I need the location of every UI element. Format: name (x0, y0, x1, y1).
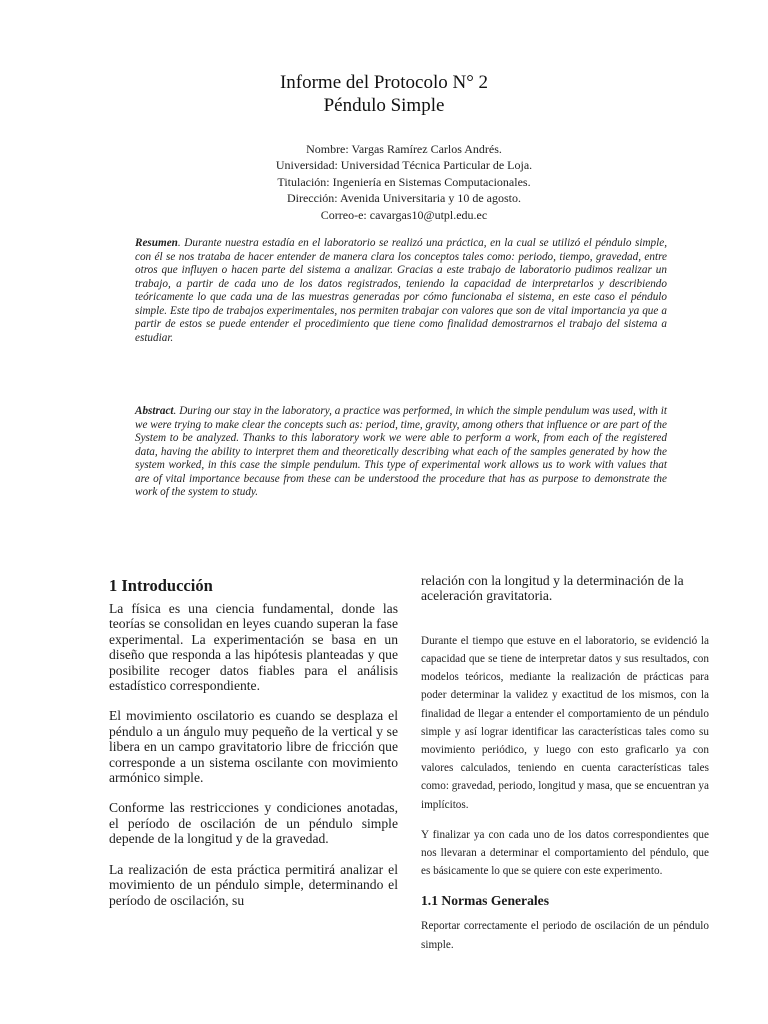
intro-paragraph: Conforme las restricciones y condiciones anotadas, el período de oscilación de un péndulo simple depende de la longitud y de la gravedad. (109, 800, 398, 847)
continuation-paragraph: relación con la longitud y la determinación de la aceleración gravitatoria. (421, 573, 684, 604)
author-university: Universidad: Universidad Técnica Particular de Loja. (275, 158, 533, 173)
subsection-heading-normas: 1.1 Normas Generales (421, 893, 549, 909)
resumen-label: Resumen (135, 237, 178, 249)
right-column (421, 573, 709, 966)
norms-paragraph: Reportar correctamente el periodo de oscilación de un péndulo simple. (421, 920, 709, 951)
author-address: Dirección: Avenida Universitaria y 10 de agosto. (286, 191, 522, 206)
abstract-block (135, 405, 667, 500)
author-email: Correo-e: cavargas10@utpl.edu.ec (320, 207, 488, 222)
intro-paragraph: El movimiento oscilatorio es cuando se desplaza el péndulo a un ángulo muy pequeño de la vertical y se libera en un campo gravitatorio libre de fricción que corresponde a un sistema oscilante con movimiento armónico simple. (109, 708, 398, 786)
section-heading-introduccion: 1 Introducción (109, 576, 213, 595)
author-degree: Titulación: Ingeniería en Sistemas Computacionales. (277, 174, 531, 189)
resumen-text: . Durante nuestra estadía en el laboratorio se realizó una práctica, en la cual se utilizó el péndulo simple, con él se nos trataba de hacer entender de manera clara los conceptos tales como: periodo, tiempo, gravedad, entre otros que influyen o hacen parte del sistema a analizar. Gracias a este trabajo de laboratorio pudimos realizar un trabajo, a partir de cada uno de los datos registrados, teniendo la capacidad de interpretarlos y describiendo teóricamente lo que cada una de las muestras generadas por cómo funcionaba el sistema, en este caso el péndulo simple. Este tipo de trabajos experimentales, nos permiten trabajar con valores que son de vital importancia ya que a partir de estos se puede entender el procedimiento que tiene como finalidad demostrarnos el trabajo del sistema a estudiar. (135, 237, 667, 344)
body-paragraph: Y finalizar ya con cada uno de los datos correspondientes que nos llevaran a determinar el comportamiento del péndulo, que es básicamente lo que se quiere con este experimento. (421, 828, 709, 878)
paper-title: Informe del Protocolo N° 2 (279, 72, 489, 93)
abstract-label: Abstract (135, 405, 174, 417)
author-block (0, 141, 768, 223)
resumen-block (135, 237, 667, 345)
abstract-text: . During our stay in the laboratory, a practice was performed, in which the simple pendulum was used, with it we were trying to make clear the concepts such as: period, time, gravity, among others that influence or are part of the System to be analyzed. Thanks to this laboratory work we were able to perform a work, from each of the registered data, having the ability to interpret them and theoretically describing what each of the samples generated by how the system worked, in this case the simple pendulum. This type of experimental work allows us to work with values that are of vital importance because from these can be understood the procedure that has as purpose to demonstrate the work of the system to study. (135, 405, 667, 499)
author-name: Nombre: Vargas Ramírez Carlos Andrés. (306, 142, 502, 156)
left-column (109, 576, 398, 923)
intro-paragraph: La física es una ciencia fundamental, donde las teorías se consolidan en leyes cuando superan la fase experimental. La experimentación se basa en un diseño que responda a las hipótesis planteadas y que posibilite recoger datos fiables para el análisis estadístico correspondiente. (109, 601, 398, 694)
paper-subtitle: Péndulo Simple (323, 95, 445, 116)
intro-paragraph: La realización de esta práctica permitirá analizar el movimiento de un péndulo simple, determinando el período de oscilación, su (109, 861, 398, 908)
body-paragraph: Durante el tiempo que estuve en el laboratorio, se evidenció la capacidad que se tiene de interpretar datos y sus resultados, con modelos teóricos, mediante la realización de prácticas para poder determinar la validez y exactitud de los mismos, con la finalidad de llegar a entender el comportamiento de un péndulo simple y así lograr identificar las características tales como su movimiento periódico, y luego con esto graficarlo ya con valores calculados, teniendo en cuenta características tales como: gravedad, periodo, longitud y masa, que se encuentran ya implícitos. (421, 634, 709, 811)
